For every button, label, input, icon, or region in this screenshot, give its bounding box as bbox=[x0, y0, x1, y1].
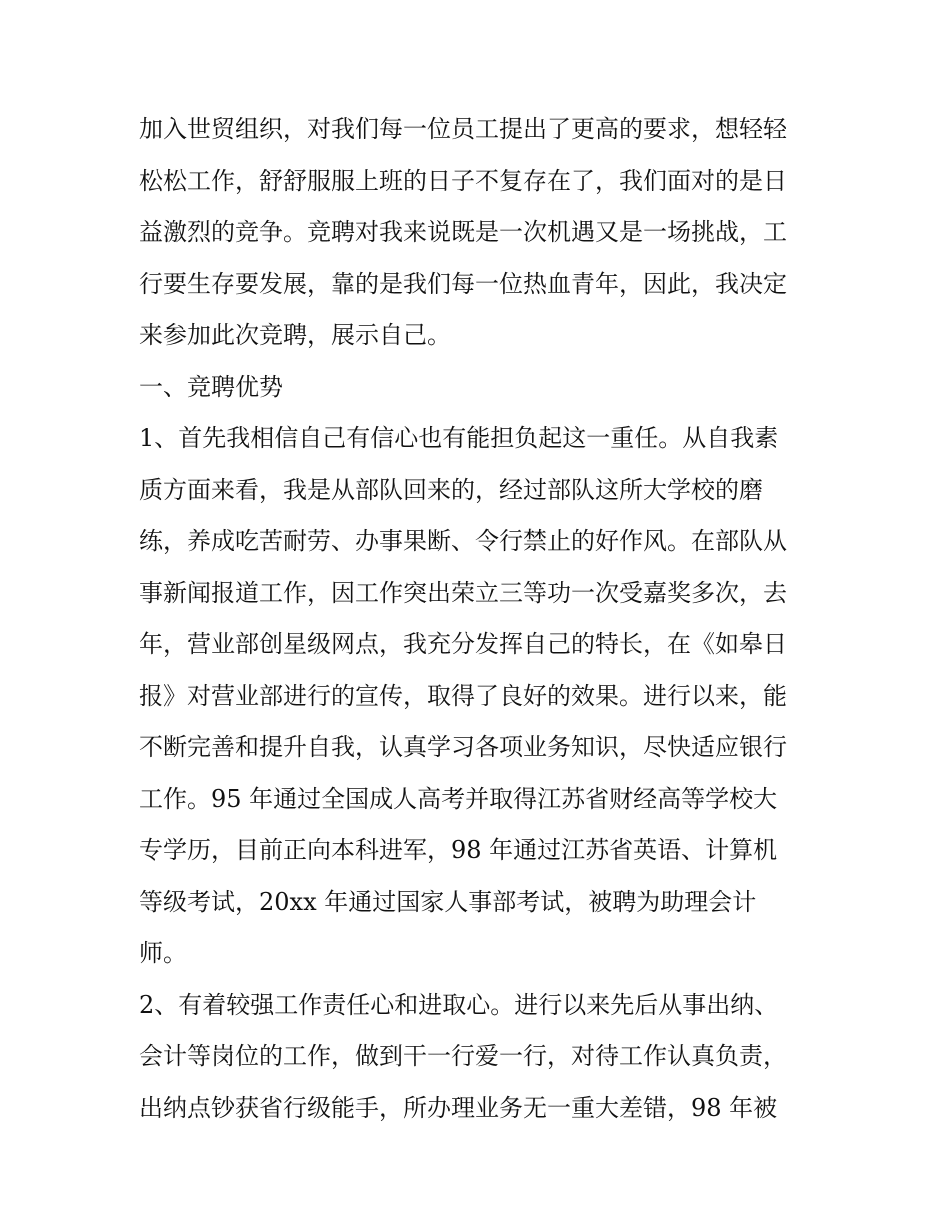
text-line: 质方面来看，我是从部队回来的，经过部队这所大学校的磨 bbox=[139, 475, 763, 504]
text-line: 出纳点钞获省行级能手，所办理业务无一重大差错，98 年被 bbox=[139, 1093, 778, 1122]
text-line: 师。 bbox=[139, 939, 187, 967]
text-line: 会计等岗位的工作，做到干一行爱一行，对待工作认真负责， bbox=[139, 1042, 787, 1070]
text-line: 行要生存要发展，靠的是我们每一位热血青年，因此，我决定 bbox=[139, 269, 787, 298]
text-line: 松松工作，舒舒服服上班的日子不复存在了，我们面对的是日 bbox=[139, 166, 787, 195]
text-line: 来参加此次竞聘，展示自己。 bbox=[139, 321, 451, 349]
text-line: 工作。95 年通过全国成人高考并取得江苏省财经高等学校大 bbox=[139, 784, 778, 813]
text-line: 2、有着较强工作责任心和进取心。进行以来先后从事出纳、 bbox=[139, 990, 779, 1019]
text-line: 益激烈的竞争。竞聘对我来说既是一次机遇又是一场挑战，工 bbox=[139, 218, 787, 246]
text-line: 加入世贸组织，对我们每一位员工提出了更高的要求，想轻轻 bbox=[139, 115, 787, 143]
text-line: 不断完善和提升自我，认真学习各项业务知识，尽快适应银行 bbox=[139, 733, 787, 761]
text-line: 报》对营业部进行的宣传，取得了良好的效果。进行以来，能 bbox=[139, 681, 787, 710]
text-line: 1、首先我相信自己有信心也有能担负起这一重任。从自我素 bbox=[139, 424, 779, 452]
text-line: 练，养成吃苦耐劳、办事果断、令行禁止的好作风。在部队从 bbox=[139, 527, 787, 555]
text-line: 年，营业部创星级网点，我充分发挥自己的特长，在《如皋日 bbox=[139, 630, 787, 658]
document-body bbox=[139, 104, 819, 1134]
section-heading: 一、竞聘优势 bbox=[139, 372, 283, 401]
text-line: 事新闻报道工作，因工作突出荣立三等功一次受嘉奖多次，去 bbox=[139, 578, 787, 607]
text-line: 专学历，目前正向本科进军，98 年通过江苏省英语、计算机 bbox=[139, 836, 778, 864]
text-line: 等级考试，20xx 年通过国家人事部考试，被聘为助理会计 bbox=[139, 887, 757, 916]
